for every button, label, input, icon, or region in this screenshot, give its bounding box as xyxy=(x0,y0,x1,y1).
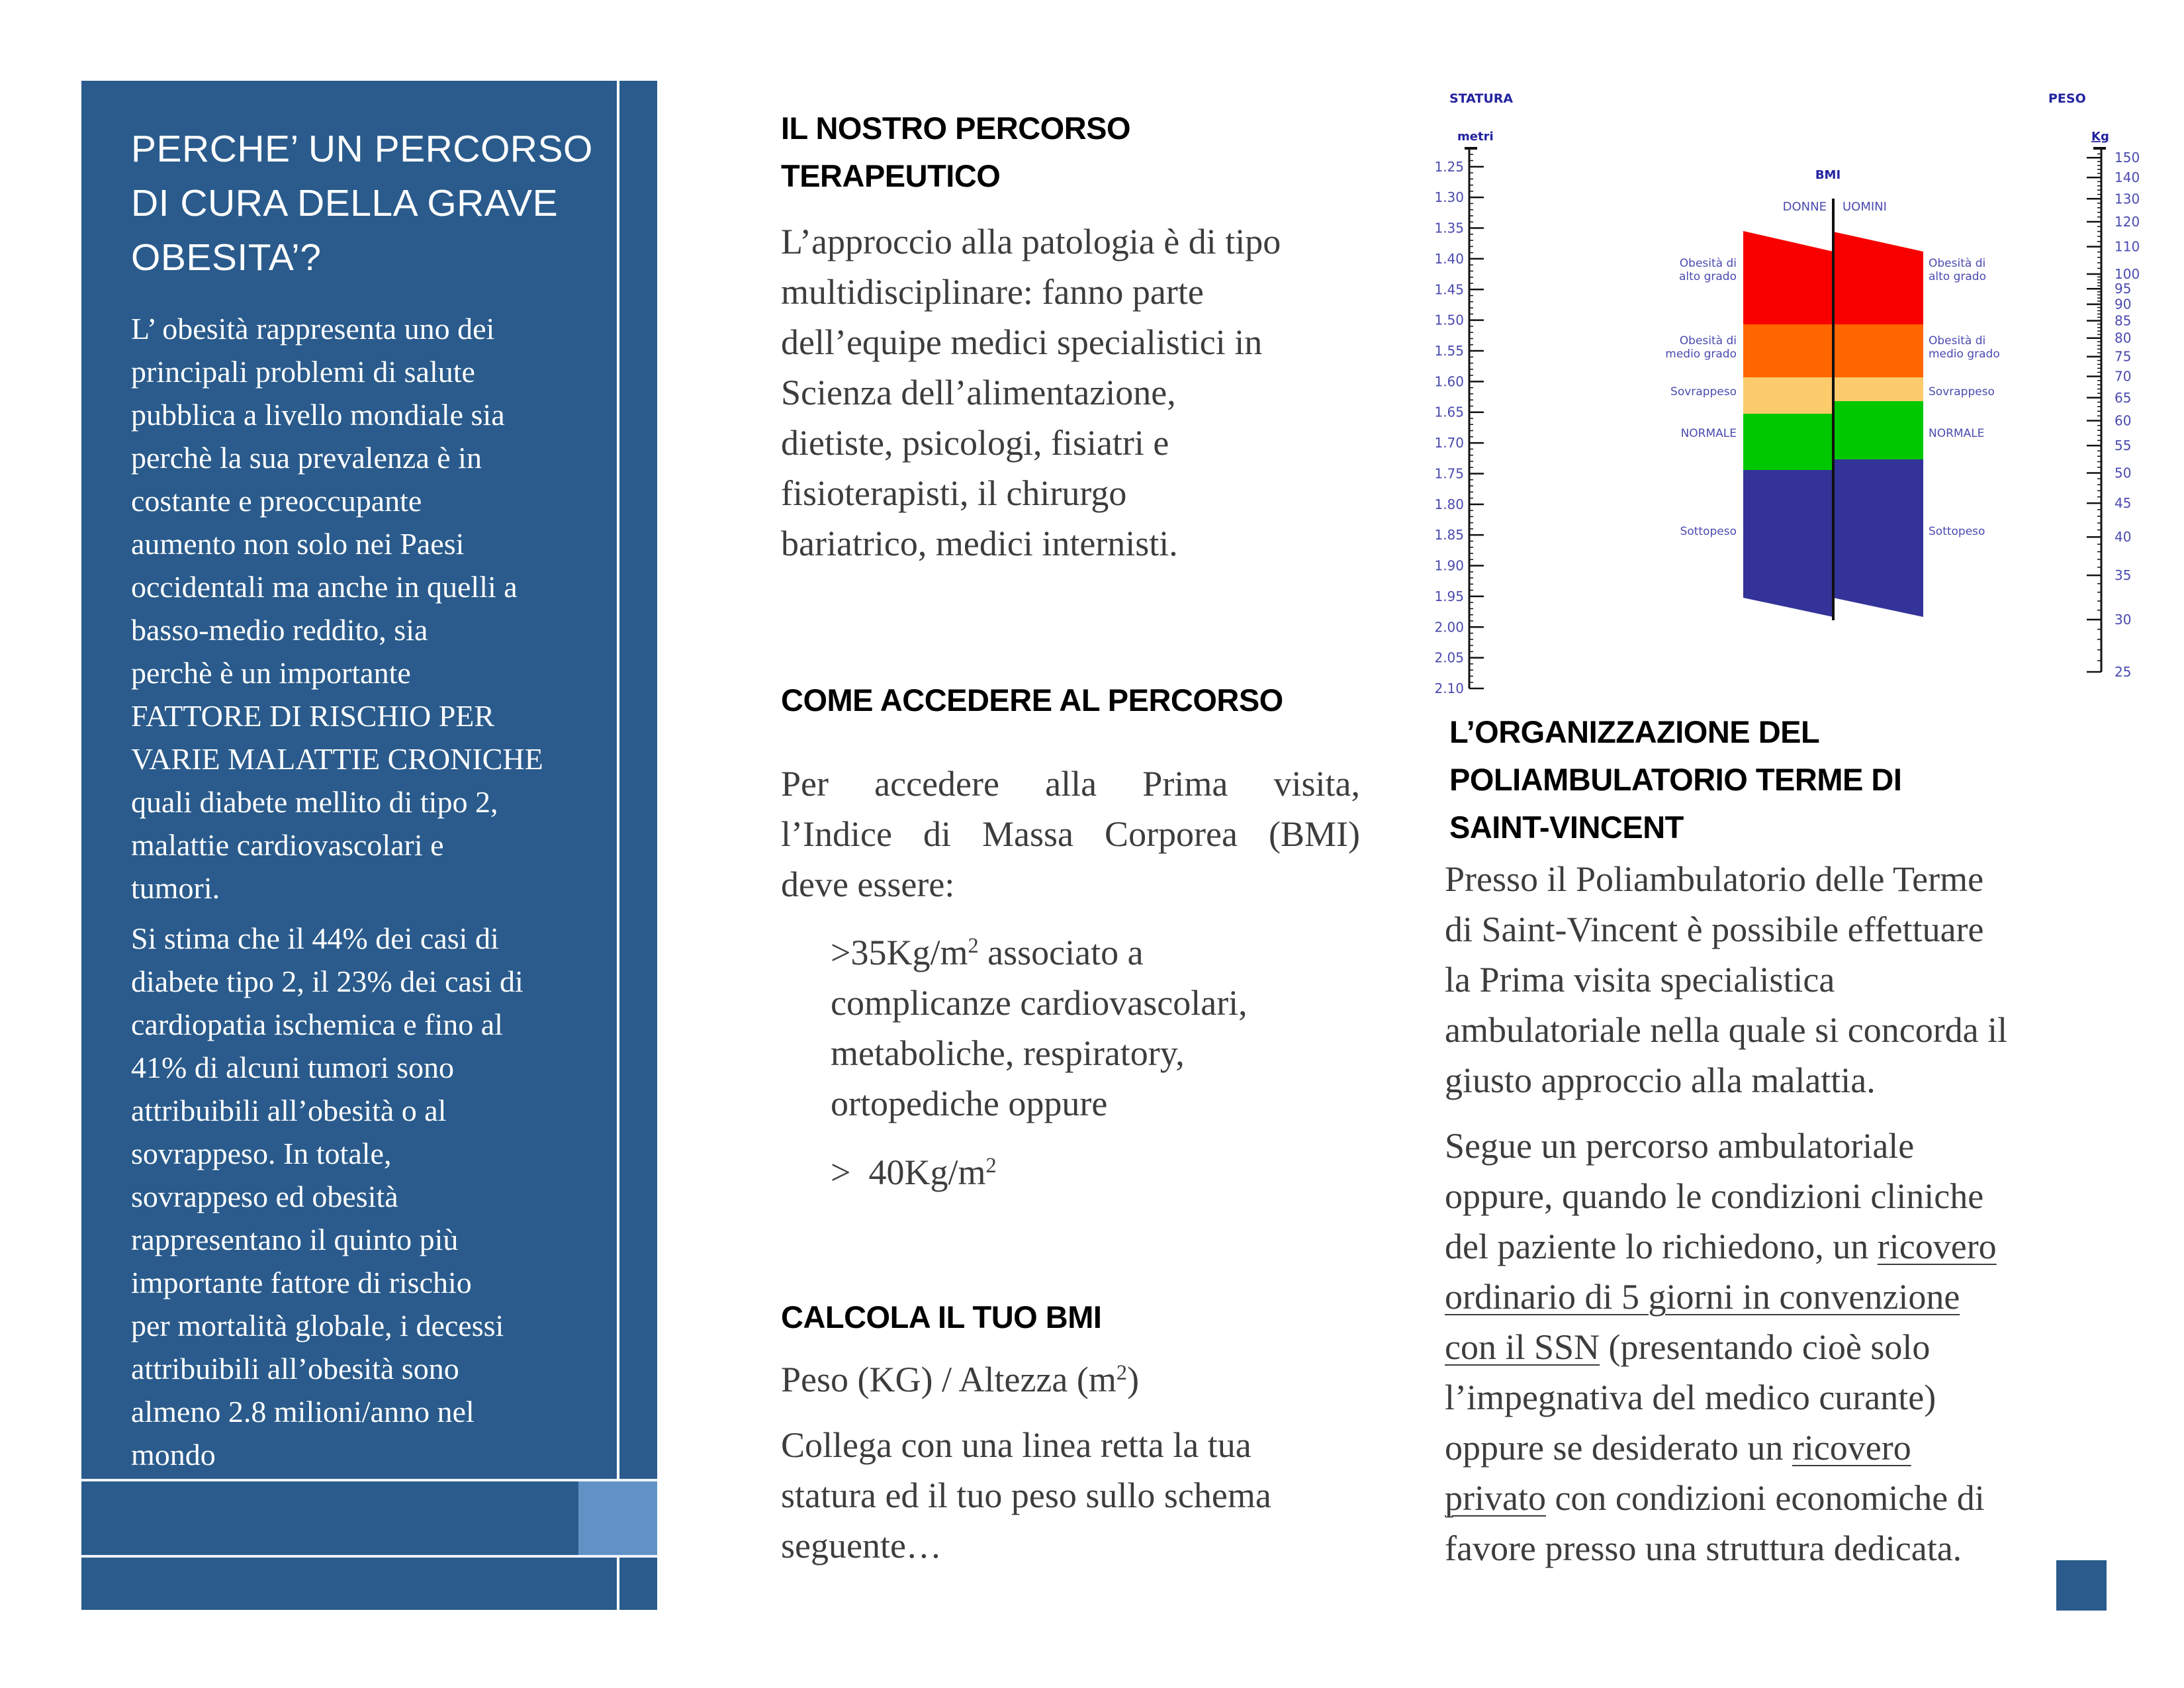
heading-line: IL NOSTRO PERCORSO xyxy=(781,111,1131,146)
text-line: statura ed il tuo peso sullo schema xyxy=(781,1476,1271,1515)
bmi-label-donne: NORMALE xyxy=(1680,427,1737,440)
ricovero-privato-link[interactable]: privato xyxy=(1445,1478,1546,1518)
text-line: la Prima visita specialistica xyxy=(1445,960,1835,1000)
criterion-value: > 40Kg/m xyxy=(831,1152,986,1192)
criterion-line: metaboliche, respiratory, xyxy=(831,1033,1185,1073)
text-line: rappresentano il quinto più xyxy=(131,1223,459,1256)
bmi-label-donne: Obesità di xyxy=(1679,257,1737,270)
bmi-label-uomini: medio grado xyxy=(1929,348,2000,361)
column-label-donne: DONNE xyxy=(1782,200,1827,214)
text-line: basso-medio reddito, sia xyxy=(131,613,428,647)
superscript: 2 xyxy=(985,1154,997,1178)
section-heading-come-accedere: COME ACCEDERE AL PERCORSO xyxy=(781,682,1283,718)
text-line: Si stima che il 44% dei casi di xyxy=(131,921,499,955)
left-axis-tick-label: 1.70 xyxy=(1434,435,1464,451)
text-line: oppure, quando le condizioni cliniche xyxy=(1445,1176,1984,1216)
text-line: FATTORE DI RISCHIO PER xyxy=(131,699,495,733)
superscript: 2 xyxy=(968,934,979,959)
left-axis-tick-label: 1.90 xyxy=(1434,557,1464,574)
word: Per xyxy=(781,764,829,804)
decorative-corner-square xyxy=(2056,1560,2107,1611)
text-line: Scienza dell’alimentazione, xyxy=(781,373,1176,412)
heading-line: L’ORGANIZZAZIONE DEL xyxy=(1449,714,1820,749)
bmi-band-donne-3 xyxy=(1743,414,1833,470)
organizzazione-paragraph-2 xyxy=(1445,1121,1997,1573)
text-line: l’impegnativa del medico curante) xyxy=(1445,1378,1936,1417)
right-axis-tick-label: 100 xyxy=(2115,265,2140,282)
right-axis-tick-label: 35 xyxy=(2115,567,2132,584)
right-axis-tick-label: 25 xyxy=(2115,664,2132,680)
panel-divider-horizontal-top xyxy=(81,1479,657,1481)
right-axis-tick-label: 90 xyxy=(2115,296,2132,312)
left-axis-tick-label: 1.65 xyxy=(1434,404,1464,420)
text-line: bariatrico, medici internisti. xyxy=(781,524,1178,563)
left-axis-tick-label: 1.75 xyxy=(1434,465,1464,482)
right-axis-unit: Kg xyxy=(2091,130,2109,144)
bmi-label-donne: Sottopeso xyxy=(1680,525,1737,538)
right-axis-tick-label: 55 xyxy=(2115,438,2132,454)
text-line: multidisciplinare: fanno parte xyxy=(781,272,1204,312)
bmi-nomogram-chart xyxy=(1423,79,2151,708)
left-axis-tick-label: 1.60 xyxy=(1434,373,1464,390)
text-line: importante fattore di rischio xyxy=(131,1266,472,1299)
text-line: attribuibili all’obesità o al xyxy=(131,1094,447,1127)
text-line: VARIE MALATTIE CRONICHE xyxy=(131,742,543,776)
right-axis-tick-label: 120 xyxy=(2115,213,2140,230)
word: visita, xyxy=(1273,764,1360,804)
right-axis-tick-label: 150 xyxy=(2115,150,2140,166)
bmi-label-uomini: Sovrappeso xyxy=(1929,385,1995,399)
right-axis-tick-label: 70 xyxy=(2115,368,2132,385)
text-line: cardiopatia ischemica e fino al xyxy=(131,1008,503,1041)
text-line: dietiste, psicologi, fisiatri e xyxy=(781,423,1169,463)
right-axis-tick-label: 30 xyxy=(2115,611,2132,628)
text-line: Segue un percorso ambulatoriale xyxy=(1445,1126,1915,1166)
axis-title-statura: STATURA xyxy=(1449,91,1514,106)
bmi-band-uomini-2 xyxy=(1833,377,1923,401)
text-line: fisioterapisti, il chirurgo xyxy=(781,473,1127,513)
ricovero-ordinario-link[interactable]: con il SSN xyxy=(1445,1327,1600,1367)
bmi-band-uomini-0 xyxy=(1833,232,1923,324)
criterion-value: >35Kg/m xyxy=(831,933,968,972)
text-line: di Saint-Vincent è possibile effettuare xyxy=(1445,910,1984,949)
justified-line xyxy=(781,759,1360,809)
right-axis-tick-label: 60 xyxy=(2115,412,2132,429)
text-line: Collega con una linea retta la tua xyxy=(781,1425,1251,1465)
formula-text: ) xyxy=(1127,1360,1140,1399)
right-axis-tick-label: 95 xyxy=(2115,281,2132,297)
superscript: 2 xyxy=(1116,1361,1128,1385)
text-fragment: con condizioni economiche di xyxy=(1545,1478,1985,1518)
text-line: Presso il Poliambulatorio delle Terme xyxy=(1445,859,1984,899)
right-axis-tick-label: 45 xyxy=(2115,495,2132,512)
criterion-line xyxy=(831,927,1248,978)
text-line: per mortalità globale, i decessi xyxy=(131,1309,504,1342)
bmi-label-uomini: Obesità di xyxy=(1929,257,1986,270)
word: (BMI) xyxy=(1269,814,1360,854)
text-line: 41% di alcuni tumori sono xyxy=(131,1051,455,1084)
text-line: seguente… xyxy=(781,1526,942,1566)
text-line: L’ obesità rappresenta uno dei xyxy=(131,312,495,346)
calcola-bmi-instructions xyxy=(781,1420,1271,1571)
text-line: almeno 2.8 milioni/anno nel xyxy=(131,1395,475,1429)
section-heading-percorso-terapeutico xyxy=(781,105,1130,200)
word: di xyxy=(923,814,951,854)
panel-divider-horizontal-bottom xyxy=(81,1555,657,1558)
text-line: mondo xyxy=(131,1438,216,1472)
bmi-title: BMI xyxy=(1815,168,1841,182)
left-axis-tick-label: 1.35 xyxy=(1434,220,1464,236)
text-line: aumento non solo nei Paesi xyxy=(131,527,465,561)
right-axis-tick-label: 75 xyxy=(2115,348,2132,365)
left-axis-tick-label: 1.95 xyxy=(1434,588,1464,604)
bmi-band-uomini-4 xyxy=(1833,459,1923,617)
left-axis-tick-label: 1.40 xyxy=(1434,250,1464,267)
text-line: principali problemi di salute xyxy=(131,355,475,389)
left-info-panel xyxy=(81,81,657,1610)
bmi-formula xyxy=(781,1354,1139,1405)
title-line: DI CURA DELLA GRAVE xyxy=(131,182,559,224)
text-line: giusto approccio alla malattia. xyxy=(1445,1060,1876,1100)
word: Prima xyxy=(1142,764,1228,804)
text-line: malattie cardiovascolari e xyxy=(131,828,444,862)
text-line: L’approccio alla patologia è di tipo xyxy=(781,222,1281,261)
text-line: costante e preoccupante xyxy=(131,484,422,518)
text-line: pubblica a livello mondiale sia xyxy=(131,398,505,432)
bmi-label-donne: Obesità di xyxy=(1679,334,1737,348)
text-line: perchè è un importante xyxy=(131,656,411,690)
criterion-text: associato a xyxy=(978,933,1144,972)
right-axis-tick-label: 85 xyxy=(2115,312,2132,329)
text-line: ambulatoriale nella quale si concorda il xyxy=(1445,1010,2008,1050)
right-axis-tick-label: 140 xyxy=(2115,169,2140,186)
percorso-terapeutico-text xyxy=(781,216,1281,569)
text-line: quali diabete mellito di tipo 2, xyxy=(131,785,498,819)
section-heading-organizzazione xyxy=(1449,708,1901,851)
ricovero-ordinario-link[interactable]: ordinario di 5 giorni in convenzione xyxy=(1445,1277,1960,1317)
left-axis-tick-label: 2.10 xyxy=(1434,680,1464,696)
bmi-label-uomini: alto grado xyxy=(1929,270,1987,283)
text-line: tumori. xyxy=(131,871,220,905)
text-line: perchè la sua prevalenza è in xyxy=(131,441,482,475)
right-axis-tick-label: 80 xyxy=(2115,330,2132,346)
left-axis-unit: metri xyxy=(1457,130,1494,144)
text-line: occidentali ma anche in quelli a xyxy=(131,570,518,604)
word: alla xyxy=(1045,764,1097,804)
axis-title-peso: PESO xyxy=(2048,91,2086,106)
bmi-label-donne: Sovrappeso xyxy=(1670,385,1737,399)
organizzazione-paragraph-1 xyxy=(1445,854,2007,1105)
left-panel-title xyxy=(131,122,621,285)
section-heading-calcola-bmi: CALCOLA IL TUO BMI xyxy=(781,1299,1102,1335)
bmi-band-donne-2 xyxy=(1743,377,1833,414)
panel-accent-block xyxy=(578,1481,657,1555)
word: Massa xyxy=(982,814,1073,854)
bmi-label-uomini: Obesità di xyxy=(1929,334,1986,348)
intro-line: deve essere: xyxy=(781,865,955,904)
text-line: diabete tipo 2, il 23% dei casi di xyxy=(131,964,523,998)
left-axis-tick-label: 1.45 xyxy=(1434,281,1464,298)
bmi-band-uomini-1 xyxy=(1833,324,1923,377)
right-axis-tick-label: 40 xyxy=(2115,529,2132,545)
come-accedere-intro xyxy=(781,759,1360,910)
left-axis-tick-label: 1.50 xyxy=(1434,312,1464,328)
left-axis-tick-label: 1.85 xyxy=(1434,527,1464,543)
word: accedere xyxy=(874,764,999,804)
left-axis-tick-label: 1.55 xyxy=(1434,343,1464,359)
panel-divider-vertical-bottom xyxy=(617,1558,619,1610)
text-line: dell’equipe medici specialistici in xyxy=(781,322,1263,362)
formula-text: Peso (KG) / Altezza (m xyxy=(781,1360,1116,1399)
right-axis-tick-label: 130 xyxy=(2115,191,2140,207)
bmi-label-donne: alto grado xyxy=(1678,270,1737,283)
text-fragment: del paziente lo richiedono, un xyxy=(1445,1227,1878,1266)
left-panel-paragraph-1 xyxy=(131,307,634,910)
word: l’Indice xyxy=(781,814,892,854)
left-axis-tick-label: 2.00 xyxy=(1434,619,1464,635)
word: Corporea xyxy=(1105,814,1238,854)
bmi-label-donne: medio grado xyxy=(1665,348,1737,361)
criterion-line: complicanze cardiovascolari, xyxy=(831,983,1248,1023)
left-axis-tick-label: 1.80 xyxy=(1434,496,1464,512)
right-axis-tick-label: 110 xyxy=(2115,238,2140,255)
title-line: PERCHE’ UN PERCORSO xyxy=(131,128,593,170)
left-axis-tick-label: 1.25 xyxy=(1434,158,1464,175)
heading-line: SAINT-VINCENT xyxy=(1449,810,1684,845)
text-line: favore presso una struttura dedicata. xyxy=(1445,1528,1962,1568)
left-panel-paragraph-2 xyxy=(131,917,634,1476)
heading-line: POLIAMBULATORIO TERME DI xyxy=(1449,762,1902,797)
text-line: sovrappeso. In totale, xyxy=(131,1137,392,1170)
bmi-label-uomini: Sottopeso xyxy=(1929,525,1985,538)
bmi-band-uomini-3 xyxy=(1833,401,1923,459)
title-line: OBESITA’? xyxy=(131,236,322,279)
left-axis-tick-label: 1.30 xyxy=(1434,189,1464,206)
justified-line xyxy=(781,809,1360,859)
text-fragment: oppure se desiderato un xyxy=(1445,1428,1792,1468)
text-line: sovrappeso ed obesità xyxy=(131,1180,398,1213)
column-label-uomini: UOMINI xyxy=(1843,200,1887,214)
bmi-band-donne-1 xyxy=(1743,324,1833,377)
right-axis-tick-label: 50 xyxy=(2115,465,2132,481)
bmi-band-donne-0 xyxy=(1743,231,1833,324)
heading-line: TERAPEUTICO xyxy=(781,158,1001,193)
criterion-bmi-40 xyxy=(831,1147,997,1197)
bmi-label-uomini: NORMALE xyxy=(1929,427,1985,440)
left-axis-tick-label: 2.05 xyxy=(1434,649,1464,666)
ricovero-ordinario-link[interactable]: ricovero xyxy=(1877,1227,1997,1266)
text-fragment: (presentando cioè solo xyxy=(1600,1327,1931,1367)
criterion-bmi-35 xyxy=(831,927,1248,1129)
text-line: attribuibili all’obesità sono xyxy=(131,1352,459,1385)
bmi-band-donne-4 xyxy=(1743,470,1833,617)
right-axis-tick-label: 65 xyxy=(2115,389,2132,406)
ricovero-privato-link[interactable]: ricovero xyxy=(1792,1428,1911,1468)
criterion-line: ortopediche oppure xyxy=(831,1084,1108,1123)
